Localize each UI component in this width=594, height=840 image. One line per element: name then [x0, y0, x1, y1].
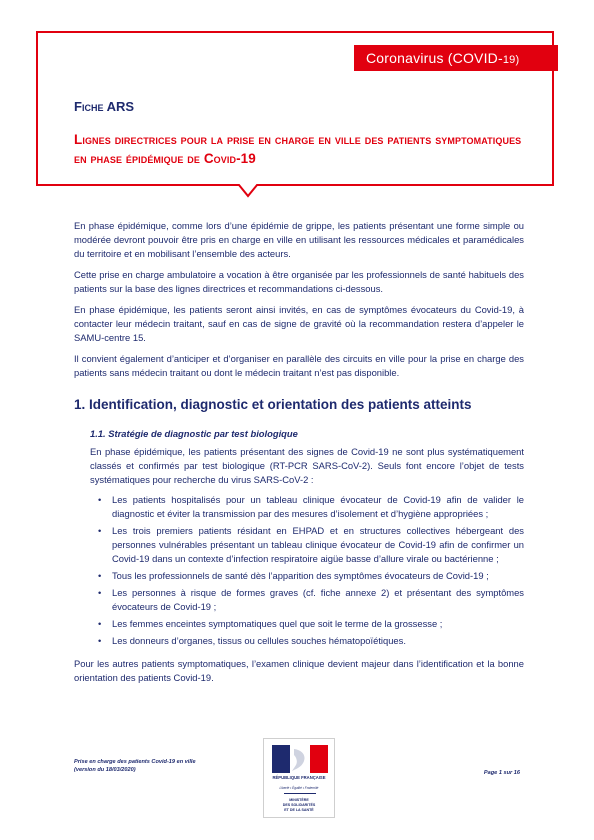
republic-motto: Liberté • Égalité • Fraternité: [279, 786, 319, 790]
ministry-line-2: DES SOLIDARITÉS: [282, 803, 316, 807]
covid-badge: [354, 45, 558, 71]
bullet-list: [90, 493, 524, 648]
republique-label: RÉPUBLIQUE FRANÇAISE: [272, 775, 326, 780]
page-number: Page 1 sur 16: [483, 770, 520, 776]
intro-section: [74, 219, 524, 387]
logo-divider: [284, 793, 316, 794]
list-item: • Tous les professionnels de santé dès l’apparition des symptômes évocateurs de Covid-19 ;: [112, 569, 524, 583]
footer-doc-version: (version du 18/03/2020): [74, 767, 136, 773]
section-heading: 1. Identification, diagnostic et orientation des patients atteints: [74, 397, 472, 412]
intro-paragraph-2: Cette prise en charge ambulatoire a vocation à être organisée par les professionnels de santé habituels des patients sur la base des lignes directrices et recommandations ci-dessous.: [74, 269, 524, 294]
ministry-name: [264, 798, 334, 813]
footer-doc-info: [74, 758, 224, 774]
fiche-label: Fiche ARS: [74, 99, 135, 114]
ministry-line-1: MINISTÈRE: [289, 798, 309, 802]
section-body: [90, 445, 524, 651]
list-item: • Les trois premiers patients résidant en EHPAD et en structures collectives hébergeant des personnes vulnérables présentant un tableau clinique évocateur de Covid-19 afin de confirmer un Covid-19 dans un contexte d’infection respiratoire aigüe basse d’allure virale ou bactérienne ;: [112, 524, 524, 566]
badge-main: Coronavirus (COVID-: [366, 50, 503, 66]
badge-small: 19): [502, 54, 520, 66]
subsection-heading: 1.1. Stratégie de diagnostic par test biologique: [90, 428, 298, 439]
list-item: • Les femmes enceintes symptomatiques quel que soit le terme de la grossesse ;: [112, 617, 524, 631]
intro-paragraph-4: Il convient également d’anticiper et d’organiser en parallèle des circuits en ville pour la prise en charge des patients sans médecin traitant ou dont le médecin traitant n’est pas disponible.: [74, 353, 524, 378]
footer-doc-title: Prise en charge des patients Covid-19 en ville: [74, 759, 196, 765]
section-paragraph: En phase épidémique, les patients présentant des signes de Covid-19 ne sont plus systématiquement classés et confirmés par test biologique (RT-PCR SARS-CoV-2). Seuls font encore l’objet de tests systématiques pour recherche du virus SARS-CoV-2 :: [90, 446, 524, 485]
intro-paragraph-3: En phase épidémique, les patients seront ainsi invités, en cas de symptômes évocateurs du Covid-19, à contacter leur médecin traitant, sauf en cas de signe de gravité où la recommandation restera d’appeler le SAMU-centre 15.: [74, 304, 524, 343]
list-item: • Les patients hospitalisés pour un tableau clinique évocateur de Covid-19 afin de valider le diagnostic et éviter la transmission par des mesures d’isolement et d’hygiène appropriées ;: [112, 493, 524, 521]
marianne-flag-icon: [272, 745, 328, 773]
intro-paragraph-1: En phase épidémique, comme lors d’une épidémie de grippe, les patients présentant une forme simple ou modérée devront pouvoir être pris en charge en ville en utilisant les ressources médicales et paramédicales du territoire et en mobilisant l’ensemble des acteurs.: [74, 220, 524, 259]
ministry-logo: [263, 738, 335, 818]
ministry-line-3: ET DE LA SANTÉ: [284, 808, 314, 812]
header-frame-bottom: [36, 184, 554, 198]
document-title: Lignes directrices pour la prise en charge en ville des patients symptomatiques en phase épidémique de Covid-19: [74, 132, 522, 166]
list-item: • Les donneurs d’organes, tissus ou cellules souches hématopoïétiques.: [112, 634, 524, 648]
list-item: • Les personnes à risque de formes graves (cf. fiche annexe 2) et présentant des symptômes évocateurs de Covid-19 ;: [112, 586, 524, 614]
closing-paragraph: Pour les autres patients symptomatiques, l’examen clinique devient majeur dans l’identification et la bonne orientation des patients Covid-19.: [74, 658, 524, 683]
